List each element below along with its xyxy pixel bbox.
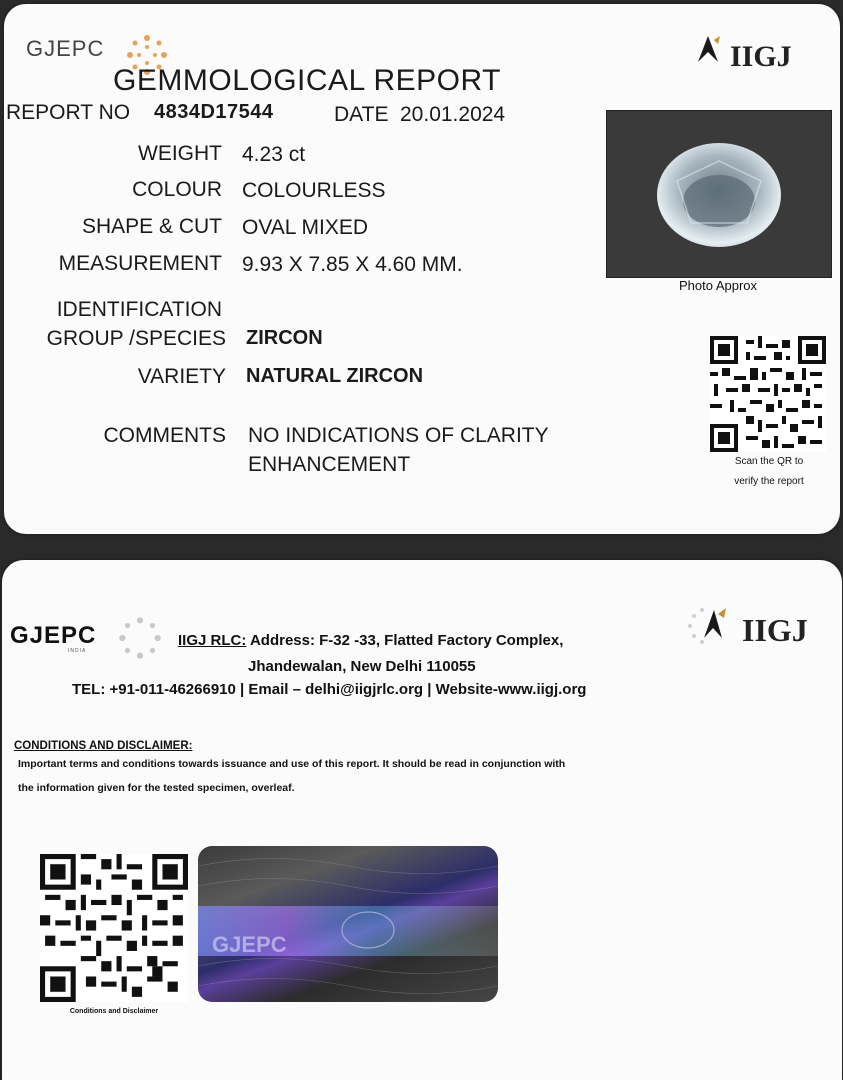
group-species-label: GROUP /SPECIES: [46, 327, 226, 350]
measurement-label: MEASUREMENT: [58, 252, 222, 275]
report-no-value: 4834D17544: [154, 101, 274, 123]
report-no-label: REPORT NO: [6, 101, 131, 124]
back-iigj-logo: IIGJ: [742, 612, 808, 648]
conditions-qr-caption: Conditions and Disclaimer: [69, 1008, 159, 1015]
page-title: GEMMOLOGICAL REPORT: [113, 64, 501, 97]
date-value: 20.01.2024: [400, 103, 506, 126]
hologram-text: GJEPC: [212, 932, 287, 957]
colour-label: COLOUR: [132, 178, 222, 201]
conditions-line-2: the information given for the tested specimen, overleaf.: [18, 782, 295, 794]
conditions-qr-code[interactable]: [40, 854, 188, 1002]
qr-caption-line-2: verify the report: [734, 476, 804, 487]
address-line-1: [178, 632, 563, 649]
conditions-heading: CONDITIONS AND DISCLAIMER:: [14, 740, 193, 752]
shape-cut-label: SHAPE & CUT: [81, 215, 222, 238]
date-label: DATE: [334, 103, 389, 126]
gjepc-logo: GJEPC: [26, 36, 105, 61]
comments-label: COMMENTS: [103, 424, 226, 447]
variety-value: NATURAL ZIRCON: [246, 365, 424, 387]
back-gjepc-subtitle: INDIA: [68, 648, 87, 654]
verify-qr-code[interactable]: [710, 336, 826, 452]
gem-image: [607, 111, 831, 277]
iigj-emblem-icon: [694, 32, 722, 66]
conditions-line-1: Important terms and conditions towards issuance and use of this report. It should be read in conjunction with: [18, 758, 566, 770]
contact-line: TEL: +91-011-46266910 | Email – delhi@iigjrlc.org | Website-www.iigj.org: [72, 681, 587, 698]
shape-cut-value: OVAL MIXED: [242, 216, 369, 239]
hologram-pattern: [198, 846, 498, 1002]
back-gjepc-logo: GJEPC: [10, 622, 97, 649]
identification-label: IDENTIFICATION: [56, 298, 222, 321]
gem-photo: [606, 110, 832, 278]
weight-label: WEIGHT: [138, 142, 222, 165]
group-species-value: ZIRCON: [246, 327, 323, 349]
qr-caption-line-1: Scan the QR to: [734, 456, 804, 467]
address-line-2: Jhandewalan, New Delhi 110055: [248, 658, 476, 675]
report-back-card: [2, 560, 842, 1080]
variety-label: VARIETY: [137, 365, 226, 388]
iigj-logo: IIGJ: [730, 40, 792, 73]
photo-caption: Photo Approx: [678, 278, 758, 293]
colour-value: COLOURLESS: [242, 179, 386, 202]
measurement-value: 9.93 X 7.85 X 4.60 MM.: [242, 253, 463, 276]
back-gjepc-sun-icon: [114, 612, 166, 664]
address-prefix: IIGJ RLC:: [178, 632, 247, 649]
weight-value: 4.23 ct: [242, 143, 306, 166]
back-iigj-emblem-icon: [682, 604, 730, 648]
comments-line-1: NO INDICATIONS OF CLARITY: [248, 424, 549, 447]
address-text: Address: F-32 -33, Flatted Factory Complex,: [246, 632, 564, 649]
security-hologram: [198, 846, 498, 1002]
comments-line-2: ENHANCEMENT: [248, 453, 411, 476]
report-front-card: [4, 4, 840, 534]
